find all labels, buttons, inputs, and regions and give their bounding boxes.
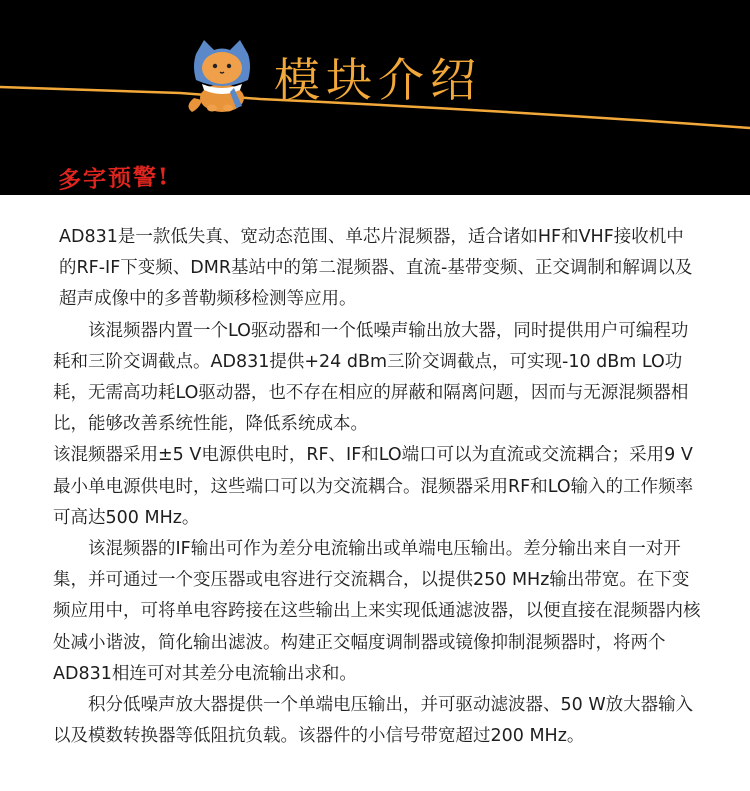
header-banner [0,0,750,195]
cat-mascot-icon [182,36,262,114]
paragraph-amplifier: 积分低噪声放大器提供一个单端电压输出，并可驱动滤波器、50 W放大器输入以及模数转换器等低阻抗负载。该器件的小信号带宽超过200 MHz。 [53,695,694,747]
page-title: 模块介绍 [274,53,482,107]
warning-label: 多字预警! [57,163,171,194]
paragraph-intro: AD831是一款低失真、宽动态范围、单芯片混频器，适合诸如HF和VHF接收机中的RF-IF下变频、DMR基站中的第二混频器、直流-基带变频、正交调制和解调以及超声成像中的多普勒频移检测等应用。 [59,227,693,310]
paragraph-power-supply: 该混频器采用±5 V电源供电时，RF、IF和LO端口可以为直流或交流耦合；采用9 V最小单电源供电时，这些端口可以为交流耦合。混频器采用RF和LO输入的工作频率可高达500 MHz。 [53,445,694,528]
paragraph-if-output: 该混频器的IF输出可作为差分电流输出或单端电压输出。差分输出来自一对开集，并可通过一个变压器或电容进行交流耦合，以提供250 MHz输出带宽。在下变频应用中，可将单电容跨接在这些输出上来实现低通滤波器，以便直接在混频器内核处减小谐波，简化输出滤波。构建正交幅度调制器或镜像抑制混频器时，将两个AD831相连可对其差分电流输出求和。 [53,539,701,684]
description-text [53,222,701,752]
paragraph-lo-driver: 该混频器内置一个LO驱动器和一个低噪声输出放大器，同时提供用户可编程功耗和三阶交调截点。AD831提供+24 dBm三阶交调截点，可实现-10 dBm LO功耗，无需高功耗LO驱动器，也不存在相应的屏蔽和隔离问题，因而与无源混频器相比，能够改善系统性能，降低系统成本。 [53,320,689,435]
